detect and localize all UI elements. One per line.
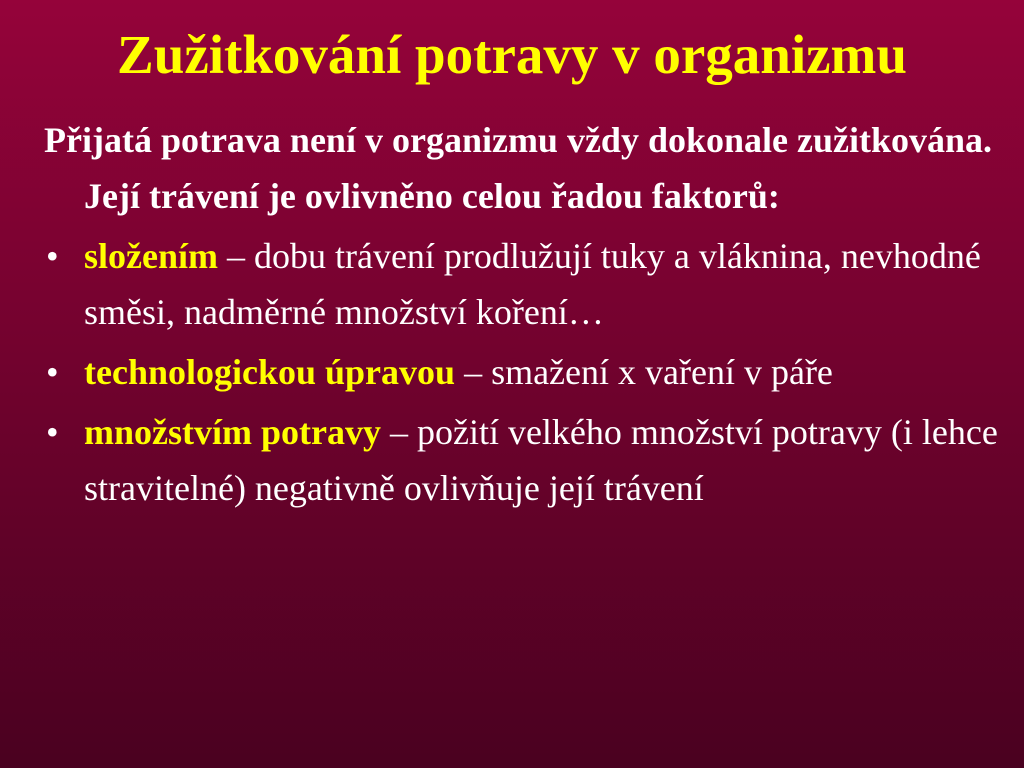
bullet-term: technologickou úpravou — [84, 352, 456, 392]
bullet-text: – dobu trávení prodlužují tuky a vláknina, nevhodné směsi, nadměrné množství koření… — [84, 236, 981, 332]
intro-paragraph: Přijatá potrava není v organizmu vždy dokonale zužitkována. Její trávení je ovlivněno celou řadou faktorů: — [44, 120, 993, 216]
bullet-text: – požití velkého množství potravy (i lehce stravitelné) negativně ovlivňuje její trávení — [84, 412, 998, 508]
list-item — [44, 344, 1004, 400]
bullet-list — [44, 228, 1004, 516]
bullet-icon: • — [46, 236, 59, 276]
bullet-term: množstvím potravy — [84, 412, 381, 452]
list-item — [44, 404, 1004, 516]
list-item — [44, 228, 1004, 340]
slide-title: Zužitkování potravy v organizmu — [117, 24, 907, 85]
bullet-icon: • — [46, 352, 59, 392]
bullet-text: – smažení x vaření v páře — [455, 352, 833, 392]
bullet-term: složením — [84, 236, 218, 276]
slide-body — [44, 112, 1004, 520]
bullet-icon: • — [46, 412, 59, 452]
